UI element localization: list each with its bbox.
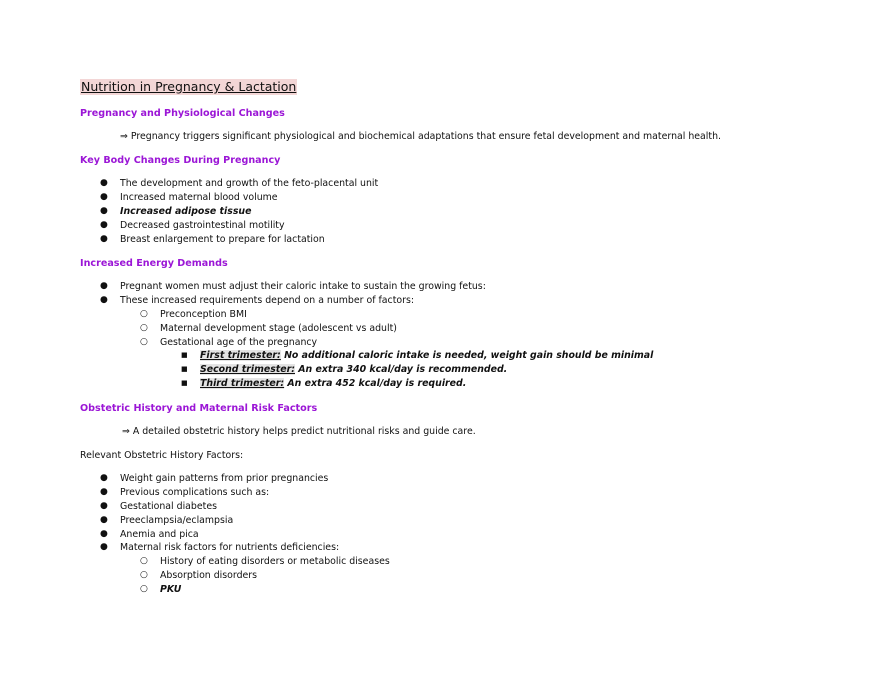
section-heading-body-changes: Key Body Changes During Pregnancy [80, 155, 281, 166]
list-item-text: The development and growth of the feto-placental unit [120, 178, 379, 189]
list-item [80, 555, 780, 569]
circle-bullet-icon: ○ [140, 556, 148, 567]
list-item [80, 377, 780, 391]
list-item [80, 336, 780, 350]
square-bullet-icon: ■ [181, 351, 188, 360]
list-item [80, 569, 780, 583]
list-item [80, 349, 780, 363]
list-item [80, 205, 780, 219]
trimester-label: First trimester: [200, 350, 281, 362]
list-item [80, 308, 780, 322]
trimester-line [200, 377, 466, 391]
square-bullet-icon: ■ [181, 379, 188, 388]
body-changes-list [80, 177, 780, 246]
trimester-line [200, 349, 653, 363]
document-title: Nutrition in Pregnancy & Lactation [81, 79, 297, 94]
trimester-text: No additional caloric intake is needed, weight gain should be minimal [280, 350, 654, 362]
trimester-label: Second trimester: [200, 364, 295, 376]
list-item [80, 177, 780, 191]
list-item [80, 583, 780, 597]
list-item [80, 280, 780, 294]
list-item-text: Pregnant women must adjust their caloric intake to sustain the growing fetus: [120, 281, 486, 292]
circle-bullet-icon: ○ [140, 336, 148, 347]
circle-bullet-icon: ○ [140, 584, 148, 595]
list-item [80, 472, 780, 486]
list-item-text: History of eating disorders or metabolic diseases [160, 556, 390, 568]
bullet-icon: ● [100, 178, 108, 188]
energy-list [80, 280, 780, 391]
list-item-text: Anemia and pica [120, 528, 199, 540]
bullet-icon: ● [100, 473, 108, 483]
list-item [80, 541, 780, 555]
list-item [80, 219, 780, 233]
section-heading-energy: Increased Energy Demands [80, 258, 228, 269]
bullet-icon: ● [100, 205, 108, 216]
list-item-text: Increased adipose tissue [120, 205, 252, 217]
obstetric-summary: ⇒ A detailed obstetric history helps predict nutritional risks and guide care. [122, 426, 476, 437]
trimester-line [200, 363, 507, 377]
list-item-text: Preconception BMI [160, 308, 247, 320]
list-item [80, 294, 780, 308]
circle-bullet-icon: ○ [140, 570, 148, 581]
bullet-icon: ● [100, 219, 108, 230]
list-item-text: Increased maternal blood volume [120, 191, 278, 203]
bullet-icon: ● [100, 514, 108, 525]
bullet-icon: ● [100, 500, 108, 511]
list-item-text: Preeclampsia/eclampsia [120, 514, 234, 526]
list-item-text: Previous complications such as: [120, 486, 270, 498]
bullet-icon: ● [100, 486, 108, 497]
list-item-text: Weight gain patterns from prior pregnancies [120, 473, 329, 484]
obstetric-list [80, 472, 780, 597]
list-item-text: Maternal risk factors for nutrients deficiencies: [120, 542, 340, 554]
list-item-text: Breast enlargement to prepare for lactation [120, 233, 325, 245]
circle-bullet-icon: ○ [140, 308, 148, 319]
list-item [80, 514, 780, 528]
list-item [80, 500, 780, 514]
list-item [80, 486, 780, 500]
relevant-factors-label: Relevant Obstetric History Factors: [80, 450, 244, 461]
list-item [80, 363, 780, 377]
circle-bullet-icon: ○ [140, 322, 148, 333]
list-item [80, 233, 780, 247]
list-item-text: Gestational diabetes [120, 500, 217, 512]
section-heading-pregnancy: Pregnancy and Physiological Changes [80, 108, 285, 119]
list-item-text: PKU [160, 584, 182, 596]
list-item [80, 322, 780, 336]
bullet-icon: ● [100, 542, 108, 553]
list-item-text: Absorption disorders [160, 570, 258, 582]
bullet-icon: ● [100, 191, 108, 202]
trimester-label: Third trimester: [200, 378, 285, 390]
list-item-text: Decreased gastrointestinal motility [120, 219, 285, 231]
bullet-icon: ● [100, 528, 108, 539]
bullet-icon: ● [100, 281, 108, 291]
list-item [80, 191, 780, 205]
list-item-text: Maternal development stage (adolescent vs adult) [160, 322, 397, 334]
list-item-text: These increased requirements depend on a number of factors: [120, 294, 415, 306]
trimester-text: An extra 340 kcal/day is recommended. [295, 364, 508, 376]
trimester-text: An extra 452 kcal/day is required. [284, 378, 467, 390]
pregnancy-summary: ⇒ Pregnancy triggers significant physiological and biochemical adaptations that ensure fetal development and maternal health. [120, 131, 721, 142]
square-bullet-icon: ■ [181, 365, 188, 374]
list-item [80, 528, 780, 542]
bullet-icon: ● [100, 294, 108, 305]
bullet-icon: ● [100, 233, 108, 244]
section-heading-obstetric: Obstetric History and Maternal Risk Factors [80, 403, 318, 414]
list-item-text: Gestational age of the pregnancy [160, 336, 318, 348]
